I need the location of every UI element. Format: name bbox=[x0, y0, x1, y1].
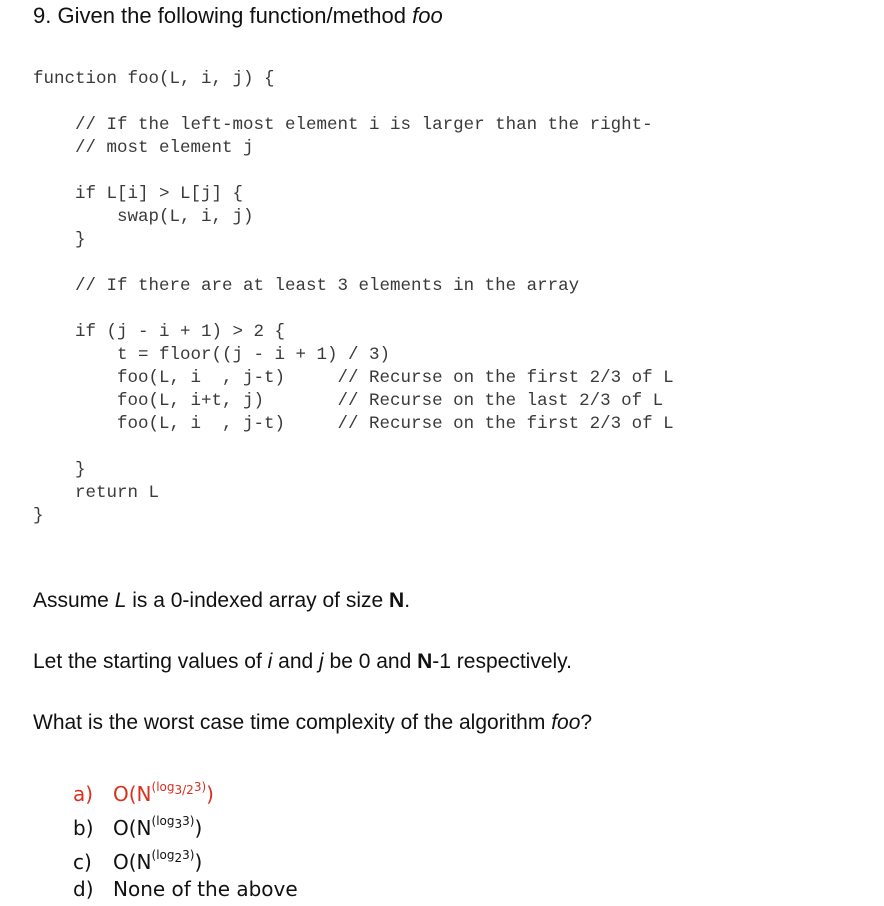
code-line: if (j - i + 1) > 2 { bbox=[33, 322, 286, 342]
code-line: // If there are at least 3 elements in the array bbox=[33, 276, 580, 296]
option-c[interactable]: c) $O(N^{(log_23)})$ bbox=[73, 848, 203, 874]
code-line: } bbox=[33, 460, 86, 480]
question-title-function-name: foo bbox=[412, 3, 443, 28]
option-b[interactable]: b) $O(N^{(log_33)})$ bbox=[73, 814, 203, 840]
code-block bbox=[33, 68, 674, 528]
question-title-text: 9. Given the following function/method bbox=[33, 3, 413, 28]
question-title bbox=[33, 2, 443, 30]
code-line bbox=[33, 252, 674, 275]
code-line: } bbox=[33, 230, 86, 250]
code-line: if L[i] > L[j] { bbox=[33, 184, 244, 204]
code-line: return L bbox=[33, 483, 160, 503]
option-a[interactable]: a) $O(N^{(log_{3/2}3)})$ bbox=[73, 780, 214, 806]
answer-options bbox=[73, 770, 298, 906]
code-line bbox=[33, 298, 674, 321]
code-line bbox=[33, 160, 674, 183]
code-line: t = floor((j - i + 1) / 3) bbox=[33, 345, 391, 365]
code-line: foo(L, i+t, j) // Recurse on the last 2/3 of L bbox=[33, 391, 664, 411]
code-line: // If the left-most element i is larger than the right- bbox=[33, 115, 653, 135]
code-line: foo(L, i , j-t) // Recurse on the first 2/3 of L bbox=[33, 414, 674, 434]
starting-values-text: Let the starting values of i and j be 0 and N-1 respectively. bbox=[33, 650, 572, 673]
code-line: function foo(L, i, j) { bbox=[33, 69, 275, 89]
code-line: swap(L, i, j) bbox=[33, 207, 254, 227]
code-line bbox=[33, 91, 674, 114]
code-line: // most element j bbox=[33, 138, 254, 158]
code-line: foo(L, i , j-t) // Recurse on the first 2/3 of L bbox=[33, 368, 674, 388]
option-d[interactable]: d) None of the above bbox=[73, 877, 298, 901]
question-prompt: What is the worst case time complexity of the algorithm foo? bbox=[33, 711, 593, 734]
code-line: } bbox=[33, 506, 44, 526]
code-line bbox=[33, 436, 674, 459]
assumption-text: Assume L is a 0-indexed array of size N. bbox=[33, 589, 411, 612]
